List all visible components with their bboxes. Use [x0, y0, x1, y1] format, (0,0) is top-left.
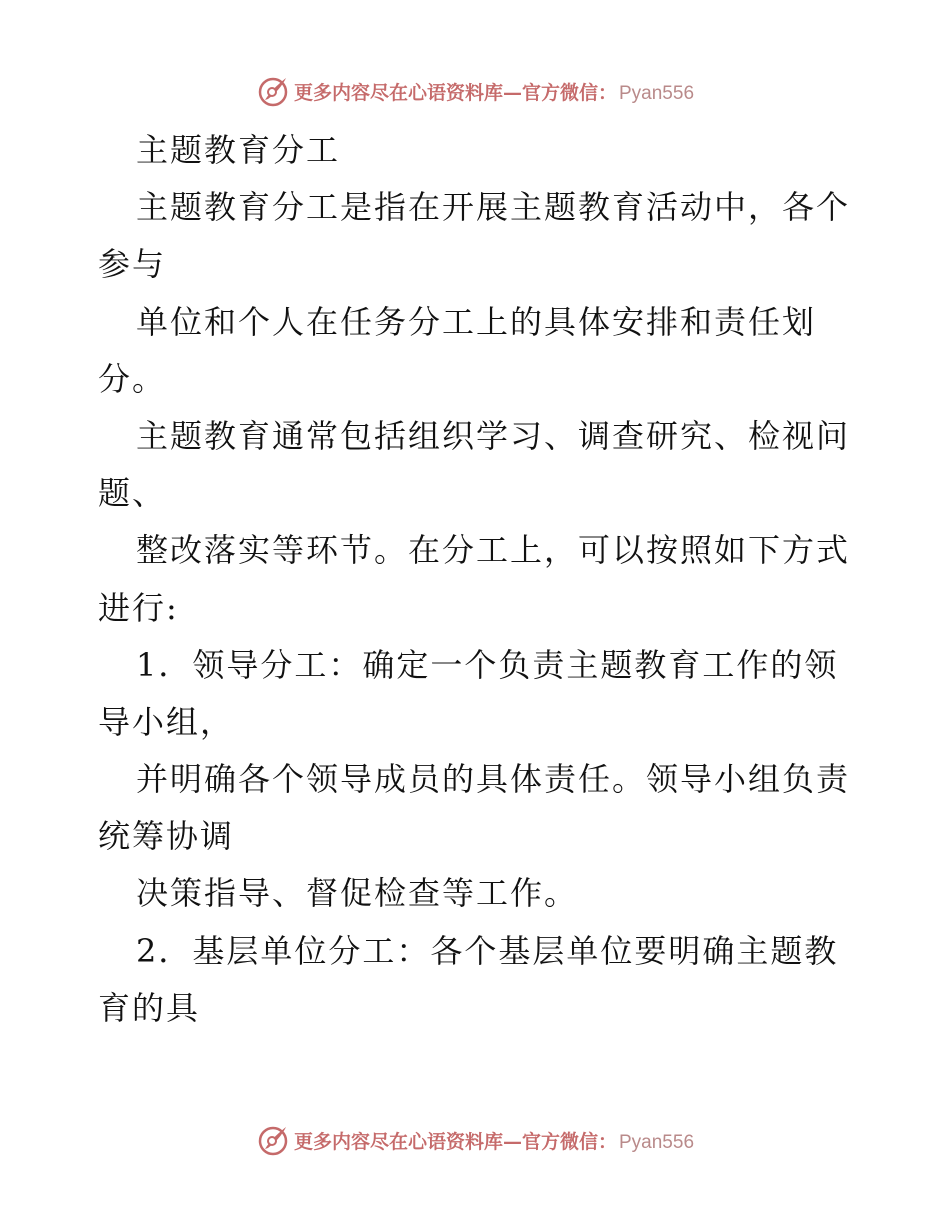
- paragraph-line: 题、: [98, 474, 167, 513]
- list-item-line: 1．领导分工：确定一个负责主题教育工作的领: [136, 645, 839, 684]
- footer-banner: [0, 1120, 950, 1160]
- paragraph-line: 统筹协调: [98, 817, 235, 856]
- paragraph-line: 主题教育分工是指在开展主题教育活动中，各个: [136, 188, 851, 227]
- paragraph-line: 并明确各个领导成员的具体责任。领导小组负责: [136, 760, 851, 799]
- paragraph-line: 单位和个人在任务分工上的具体安排和责任划: [136, 302, 817, 341]
- quill-pen-logo-icon: [256, 74, 290, 108]
- document-body: [98, 122, 858, 1037]
- banner-text: 更多内容尽在心语资料库—官方微信： Pyan556: [293, 1130, 695, 1153]
- list-item-line: 导小组，: [98, 702, 235, 741]
- paragraph-line: 参与: [98, 245, 167, 284]
- paragraph-line: 主题教育通常包括组织学习、调查研究、检视问: [136, 416, 851, 455]
- doc-title: 主题教育分工: [136, 131, 341, 169]
- paragraph-line: 进行:: [98, 588, 179, 627]
- wechat-id: Pyan556: [619, 1131, 695, 1153]
- paragraph-line: 决策指导、督促检查等工作。: [136, 874, 579, 913]
- paragraph-line: 分。: [98, 359, 167, 398]
- wechat-id: Pyan556: [619, 82, 695, 104]
- list-item-line: 2．基层单位分工：各个基层单位要明确主题教: [136, 931, 839, 970]
- banner-text: 更多内容尽在心语资料库—官方微信： Pyan556: [293, 81, 695, 104]
- quill-pen-logo-icon: [256, 1123, 290, 1157]
- header-banner: [0, 71, 950, 111]
- paragraph-line: 整改落实等环节。在分工上，可以按照如下方式: [136, 531, 851, 570]
- list-item-line: 育的具: [98, 988, 201, 1027]
